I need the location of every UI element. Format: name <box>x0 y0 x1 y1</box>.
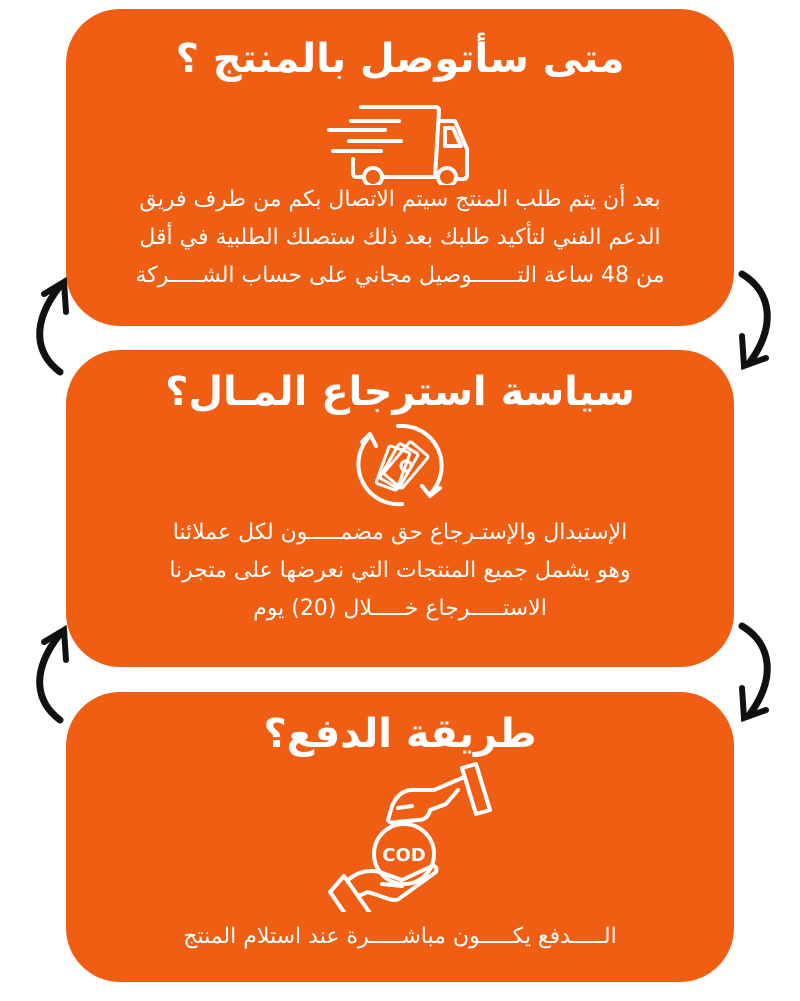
arrow-up-left-1 <box>24 272 74 382</box>
delivery-truck-icon <box>321 99 481 185</box>
arrow-up-left-2 <box>24 620 74 730</box>
payment-line-1: الـــــدفع يكـــــون مباشـــــرة عند استلام المنتج <box>183 924 617 949</box>
delivery-line-2: الدعم الفني لتأكيد طلبك بعد ذلك ستصلك الطلبية في أقل <box>139 225 661 250</box>
delivery-line-3: من 48 ساعة التـــــــوصيل مجاني على حساب الشـــــركة <box>135 263 665 288</box>
arrow-down-right-1 <box>732 266 782 376</box>
cod-label: COD <box>382 845 426 866</box>
delivery-card <box>66 9 734 326</box>
delivery-line-1: بعد أن يتم طلب المنتج سيتم الاتصال بكم من طرف فريق <box>139 187 661 212</box>
cash-on-delivery-icon <box>316 762 496 912</box>
delivery-title: متى سأتوصل بالمنتج ؟ <box>175 36 625 82</box>
delivery-description <box>76 181 724 295</box>
payment-description <box>76 918 724 956</box>
money-refund-icon <box>352 420 448 510</box>
payment-title: طريقة الدفع؟ <box>263 711 537 757</box>
refund-line-1: الإستبدال والإستـرجاع حق مضمـــــون لكل عملائنا <box>172 520 628 545</box>
refund-title: سياسة استرجاع المـال؟ <box>165 369 635 415</box>
refund-line-2: وهو يشمل جميع المنتجات التي نعرضها على متجرنا <box>169 558 631 583</box>
refund-description <box>76 514 724 628</box>
arrow-down-right-2 <box>732 618 782 728</box>
refund-card <box>66 350 734 667</box>
payment-card <box>66 692 734 982</box>
refund-line-3: الاستـــــرجاع خـــــلال (20) يوم <box>253 596 547 621</box>
